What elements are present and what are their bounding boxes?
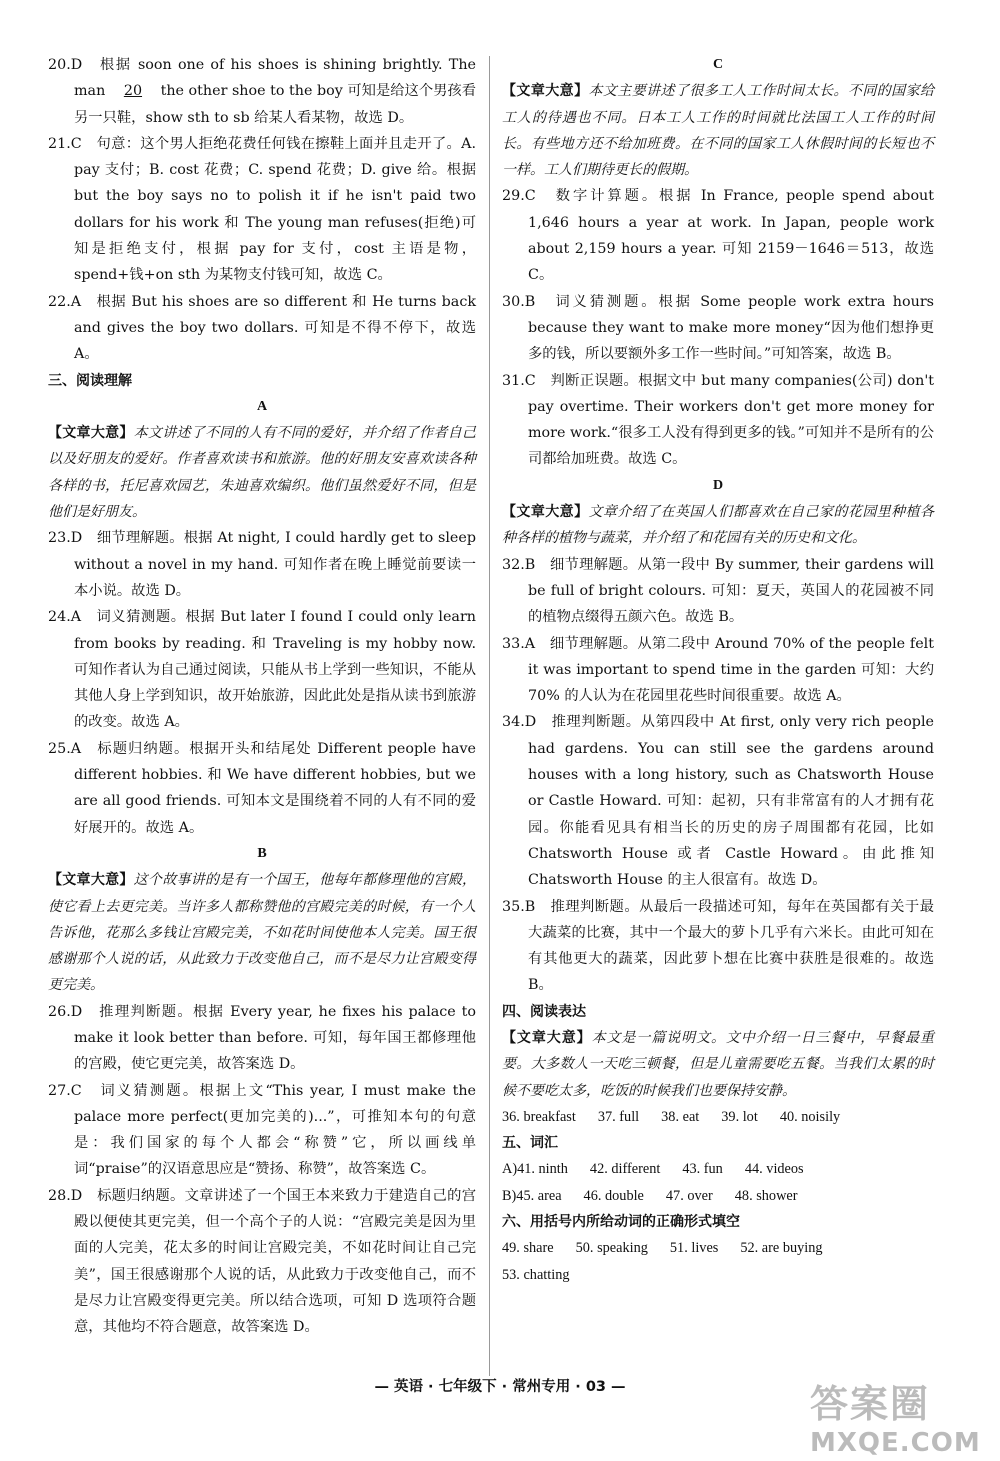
column-divider bbox=[489, 56, 490, 1376]
answer-33: 33.A 细节理解题。从第二段中 Around 70% of the people felt it was important to spend time in the garden 可知：大约 70% 的人认为在花园里花些时间很重要。故选 A。 bbox=[502, 635, 934, 705]
answer-30: 30.B 词义猜测题。根据 Some people work extra hours because they want to make more money“因为他们想挣更多的钱，所以要额外多工作一些时间。”可知答案，故选 B。 bbox=[502, 293, 934, 363]
answer-53: 53. chatting bbox=[502, 1266, 570, 1283]
summary-tag: 【文章大意】 bbox=[502, 83, 589, 100]
summary-tag: 【文章大意】 bbox=[502, 504, 589, 521]
answer-40: 40. noisily bbox=[779, 1108, 841, 1125]
left-column bbox=[48, 52, 476, 1341]
answers-41-44 bbox=[502, 1156, 934, 1182]
answer-52: 52. are buying bbox=[740, 1240, 823, 1257]
summary-c: 【文章大意】本文主要讲述了很多工人工作时间太长。不同的国家给工人的待遇也不同。日本工人工作的时间就比法国工人工作的时间长。有些地方还不给加班费。在不同的国家工人休假时间的长短也不一样。工人们期待更长的假期。 bbox=[502, 83, 935, 179]
summary-a: 【文章大意】本文讲述了不同的人有不同的爱好，并介绍了作者自己以及好朋友的爱好。作者喜欢读书和旅游。他的好朋友安喜欢读各种各样的书，托尼喜欢园艺，朱迪喜欢编织。他们虽然爱好不同，但是他们是好朋友。 bbox=[48, 425, 476, 521]
summary-tag: 【文章大意】 bbox=[48, 872, 134, 889]
page-footer: — 英语 · 七年级下 · 常州专用 · 03 — bbox=[374, 1379, 626, 1395]
answer-36: 36. breakfast bbox=[502, 1108, 576, 1125]
passage-label-a: A bbox=[256, 398, 268, 414]
answer-41: A)41. ninth bbox=[502, 1161, 568, 1178]
passage-label-b: B bbox=[257, 845, 267, 861]
answers-49-52 bbox=[502, 1235, 934, 1261]
answer-50: 50. speaking bbox=[575, 1240, 648, 1257]
passage-label-c: C bbox=[712, 57, 724, 72]
answer-49: 49. share bbox=[502, 1240, 554, 1257]
answer-48: 48. shower bbox=[734, 1187, 798, 1204]
summary-tag: 【文章大意】 bbox=[502, 1029, 592, 1046]
answer-37: 37. full bbox=[597, 1108, 640, 1125]
answer-28: 28.D 标题归纳题。文章讲述了一个国王本来致力于建造自己的宫殿以便使其更完美，但一个高个子的人说：“宫殿完美是因为里面的人完美，花太多的时间让宫殿完美，不如花时间让自己完美”，国王很感谢那个人说的话，从此致力于改变他自己，而不是尽力让宫殿变得更完美。所以结合选项，可知 D 选项符合题意，其他均不符合题意，故答案选 D。 bbox=[48, 1187, 476, 1336]
watermark-logo bbox=[810, 1373, 990, 1458]
answer-38: 38. eat bbox=[661, 1108, 700, 1125]
answer-32: 32.B 细节理解题。从第一段中 By summer, their gardens will be full of bright colours. 可知：夏天，英国人的花园被不同的植物点缀得五颜六色。故选 B。 bbox=[502, 556, 934, 626]
answer-31: 31.C 判断正误题。根据文中 but many companies(公司) don't pay overtime. Their workers don't get more money for more work.“很多工人没有得到更多的钱。”可知并不是所有的公司都给加班费。故选 C。 bbox=[502, 372, 934, 468]
answer-27: 27.C 词义猜测题。根据上文“This year, I must make the palace more perfect(更加完美的)...”，可推知本句的句意是：我们国家的每个人都会“称赞”它，所以画线单词“praise”的汉语意思应是“赞扬、称赞”，故答案选 C。 bbox=[48, 1082, 476, 1178]
answers-45-48 bbox=[502, 1183, 934, 1209]
answer-26: 26.D 推理判断题。根据 Every year, he fixes his palace to make it look better than before. 可知，每年国王都修理他的宫殿，使它更完美，故答案选 D。 bbox=[48, 1003, 476, 1073]
answers-36-40 bbox=[502, 1104, 934, 1130]
answer-35: 35.B 推理判断题。从最后一段描述可知，每年在英国都有关于最大蔬菜的比赛，其中一个最大的萝卜几乎有六米长。由此可知在有其他更大的蔬菜，因此萝卜想在比赛中获胜是很难的。故选 B。 bbox=[502, 898, 934, 994]
summary-b: 【文章大意】这个故事讲的是有一个国王，他每年都修理他的宫殿，使它看上去更完美。当许多人都称赞他的宫殿完美的时候，有一个人告诉他，花那么多钱让宫殿完美，不如花时间使他本人完美。国王很感谢那个人说的话，从此致力于改变他自己，而不是尽力让宫殿变得更完美。 bbox=[48, 872, 476, 994]
section-heading-verb-forms: 六、用括号内所给动词的正确形式填空 bbox=[502, 1214, 740, 1231]
answer-46: 46. double bbox=[583, 1187, 644, 1204]
watermark-url: MXQE.COM bbox=[810, 1428, 981, 1458]
answer-23: 23.D 细节理解题。根据 At night, I could hardly get to sleep without a novel in my hand. 可知作者在晚上睡觉前要读一本小说。故选 D。 bbox=[48, 530, 476, 599]
answer-20: 20.D 根据 soon one of his shoes is shining brightly. The man 20 the other shoe to the boy 可知是给这个男孩看另一只鞋，show sth to sb 给某人看某物，故选 D。 bbox=[48, 57, 477, 126]
answer-39: 39. lot bbox=[721, 1108, 758, 1125]
section-heading-reading-expression: 四、阅读表达 bbox=[502, 1003, 586, 1020]
summary-4: 【文章大意】本文是一篇说明文。文中介绍一日三餐中，早餐最重要。大多数人一天吃三顿餐，但是儿童需要吃五餐。当我们太累的时候不要吃太多，吃饭的时候我们也要保持安静。 bbox=[502, 1029, 935, 1099]
answers-53 bbox=[502, 1262, 934, 1288]
section-heading-vocabulary: 五、词汇 bbox=[502, 1135, 558, 1152]
answer-34: 34.D 推理判断题。从第四段中 At first, only very rich people had gardens. You can still see the gardens around houses with a long history, such as Chatsworth House or Castle Howard. 可知：起初，只有非常富有的人才拥有花园。你能看见具有相当长的历史的房子周围都有花园，比如 Chatsworth House 或者 Castle Howard。由此推知 Chatsworth House 的主人很富有。故选 D。 bbox=[502, 714, 934, 889]
answer-42: 42. different bbox=[589, 1161, 661, 1178]
answer-21: 21.C 句意：这个男人拒绝花费任何钱在擦鞋上面并且走开了。A. pay 支付；B. cost 花费；C. spend 花费；D. give 给。根据 but the boy says no to polish it if he isn't paid two dollars for his work 和 The young man refuses(拒绝)可知是拒绝支付，根据 pay for 支付，cost 主语是物，spend+钱+on sth 为某物支付钱可知，故选 C。 bbox=[48, 135, 476, 284]
passage-label-d: D bbox=[712, 477, 724, 493]
answer-43: 43. fun bbox=[682, 1161, 723, 1178]
right-column bbox=[502, 52, 934, 1288]
answer-25: 25.A 标题归纳题。根据开头和结尾处 Different people have different hobbies. 和 We have different hobbies, but we are all good friends. 可知本文是围绕着不同的人有不同的爱好展开的。故选 A。 bbox=[48, 740, 476, 836]
answer-51: 51. lives bbox=[669, 1240, 719, 1257]
answer-20-blank: 20 bbox=[123, 83, 143, 100]
summary-d: 【文章大意】文章介绍了在英国人们都喜欢在自己家的花园里种植各种各样的植物与蔬菜，并介绍了和花园有关的历史和文化。 bbox=[502, 504, 935, 547]
answer-47: 47. over bbox=[665, 1187, 713, 1204]
summary-tag: 【文章大意】 bbox=[48, 425, 134, 442]
answer-24: 24.A 词义猜测题。根据 But later I found I could only learn from books by reading. 和 Traveling is my hobby now. 可知作者认为自己通过阅读，只能从书上学到一些知识，不能从其他人身上学到知识，故开始旅游，因此此处是指从读书到旅游的改变。故选 A。 bbox=[48, 609, 476, 731]
answer-22: 22.A 根据 But his shoes are so different 和 He turns back and gives the boy two dollars. 可知是不得不停下，故选 A。 bbox=[48, 293, 476, 363]
answer-29: 29.C 数字计算题。根据 In France, people spend about 1,646 hours a year at work. In Japan, people work about 2,159 hours a year. 可知 2159－1646＝513，故选 C。 bbox=[502, 188, 934, 284]
answer-44: 44. videos bbox=[744, 1161, 804, 1178]
watermark-text: 答案圈 bbox=[810, 1382, 931, 1426]
section-heading-reading: 三、阅读理解 bbox=[48, 372, 132, 389]
answer-45: B)45. area bbox=[502, 1187, 562, 1204]
